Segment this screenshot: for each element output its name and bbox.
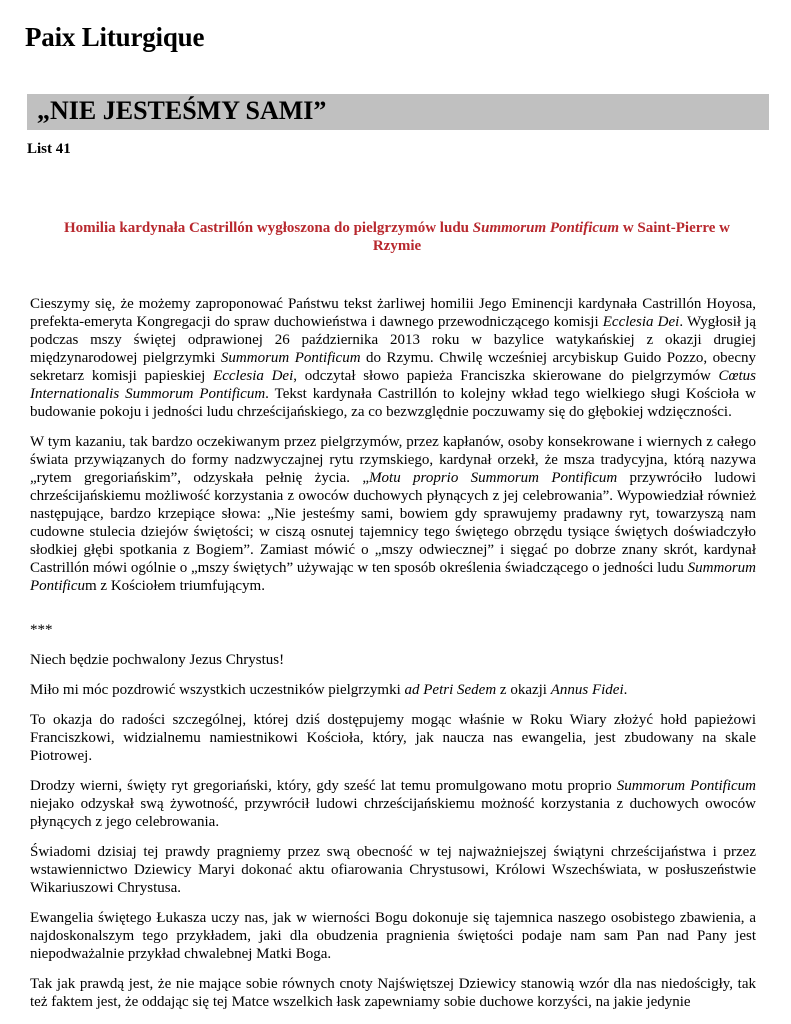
section-separator: *** bbox=[30, 622, 53, 638]
paragraph bbox=[30, 843, 756, 897]
italic-text: Summorum Pontificum bbox=[220, 350, 361, 366]
italic-text: Ecclesia Dei bbox=[213, 368, 294, 384]
text-run: niejako odzyskał swą żywotność, przywrócił ludowi chrześcijańskiemu możność korzystania z duchowych owoców płynących z jego celebrowania. bbox=[30, 796, 756, 830]
text-run: do Rzymu. Chwilę wcześniej arcybiskup Guido Pozzo, obecny sekretarz komisji papieskiej bbox=[30, 350, 756, 384]
paragraph bbox=[30, 433, 756, 595]
italic-text: ad Petri Sedem bbox=[404, 682, 497, 698]
text-run: Świadomi dzisiaj tej prawdy pragniemy przez swą obecność w tej najważniejszej świątyni chrześcijaństwa i przez wstawiennictwo Dziewicy Maryi dokonać aktu ofiarowania Chrystusowi, Królowi Wszechświata, w posłuszeństwie Wikariuszowi Chrystusa. bbox=[30, 844, 756, 896]
paragraph bbox=[30, 651, 756, 669]
italic-text: Summorum Pontificum bbox=[616, 778, 756, 794]
text-run: . bbox=[623, 682, 628, 698]
text-run: m z Kościołem triumfującym. bbox=[85, 578, 265, 594]
paragraph bbox=[30, 681, 756, 699]
italic-text: Annus Fidei bbox=[550, 682, 624, 698]
text-run: W tym kazaniu, tak bardzo oczekiwanym przez pielgrzymów, przez kapłanów, osoby konsekrowane i wiernych z całego świata przywiązanych do formy nadzwyczajnej rytu rzymskiego, kardynał orzekł, że msza tradycyjna, którą nazywa „rytem gregoriańskim”, odzyskała pełnię życia. „ bbox=[30, 434, 756, 486]
subtitle-part-3: w Saint-Pierre w Rzymie bbox=[372, 220, 731, 254]
text-run: Drodzy wierni, święty ryt gregoriański, który, gdy sześć lat temu promulgowano motu proprio bbox=[30, 778, 617, 794]
article-title: „NIE JESTEŚMY SAMI” bbox=[37, 96, 327, 125]
paragraph bbox=[30, 711, 756, 765]
text-run: Miło mi móc pozdrowić wszystkich uczestników pielgrzymki bbox=[30, 682, 405, 698]
text-run: z okazji bbox=[496, 682, 551, 698]
article-subtitle bbox=[40, 219, 754, 255]
text-run: . Wygłosił ją podczas mszy świętej odprawionej 26 października 2013 roku w bazylice watykańskiej z okazji drugiej międzynarodowej pielgrzymki bbox=[30, 314, 756, 366]
italic-text: Summorum Pontificu bbox=[30, 560, 756, 594]
list-number: List 41 bbox=[27, 141, 71, 157]
text-run: Cieszymy się, że możemy zaproponować Państwu tekst żarliwej homilii Jego Eminencji kardynała Castrillón Hoyosa, prefekta-emeryta Kongregacji do spraw duchowieństwa i dawnego przewodniczącego komisji bbox=[30, 296, 756, 330]
paragraph bbox=[30, 777, 756, 831]
italic-text: Motu proprio Summorum Pontificum bbox=[369, 470, 618, 486]
site-title: Paix Liturgique bbox=[25, 22, 205, 52]
text-run: Tak jak prawdą jest, że nie mające sobie równych cnoty Najświętszej Dziewicy stanowią wzór dla nas niedościgły, tak też faktem jest, że oddając się tej Matce wszelkich łask zapewniamy sobie duchowe korzyści, na jakie jedynie bbox=[30, 976, 756, 1010]
italic-text: Ecclesia Dei bbox=[602, 314, 680, 330]
text-run: . Tekst kardynała Castrillón to kolejny wkład tego wielkiego sługi Kościoła w budowanie pokoju i jedności ludu chrześcijańskiego, za co bezwzględnie poczuwamy się do głębokiej wdzięczności. bbox=[30, 386, 756, 420]
paragraph bbox=[30, 975, 756, 1011]
italic-text: Cœtus Internationalis Summorum Pontificum bbox=[30, 368, 756, 402]
article-body bbox=[30, 295, 756, 1023]
paragraph bbox=[30, 295, 756, 421]
text-run: przywróciło ludowi chrześcijańskiemu możliwość korzystania z owoców duchowych płynących z jej celebrowania”. Wypowiedział również następujące, bardzo krzepiące słowa: „Nie jesteśmy sami, bowiem gdy sprawujemy pradawny ryt, towarzyszą nam cudowne stulecia dziejów świętości; w ciszą osnutej tajemnicy tego świętego obrzędu tysiące świętych doświadczyło słodkiej głębi spotkania z Bogiem”. Zamiast mówić o „mszy odwiecznej” i sięgać po dobrze znany skrót, kardynał Castrillón mówi ogólnie o „mszy świętych” używając w ten sposób określenia świadczącego o jedności ludu bbox=[30, 470, 756, 576]
text-run: Ewangelia świętego Łukasza uczy nas, jak w wierności Bogu dokonuje się tajemnica naszego osobistego zbawienia, a najdoskonalszym tego przykładem, jaki dla obudzenia pragnienia świętości podaje nam sam Pan nad Pany jest niepodważalnie przykład chwalebnej Matki Boga. bbox=[30, 910, 756, 962]
text-run: Niech będzie pochwalony Jezus Chrystus! bbox=[30, 652, 285, 668]
title-banner bbox=[27, 94, 769, 130]
subtitle-part-1: Homilia kardynała Castrillón wygłoszona do pielgrzymów ludu bbox=[63, 220, 473, 236]
paragraph bbox=[30, 909, 756, 963]
text-run: To okazja do radości szczególnej, której dziś dostępujemy mogąc właśnie w Roku Wiary złożyć hołd papieżowi Franciszkowi, widzialnemu namiestnikowi Kościoła, który, jak naucza nas ewangelia, jest zbudowany na skale Piotrowej. bbox=[30, 712, 756, 764]
text-run: , odczytał słowo papieża Franciszka skierowane do pielgrzymów bbox=[293, 368, 719, 384]
subtitle-part-2: Summorum Pontificum bbox=[472, 220, 620, 236]
